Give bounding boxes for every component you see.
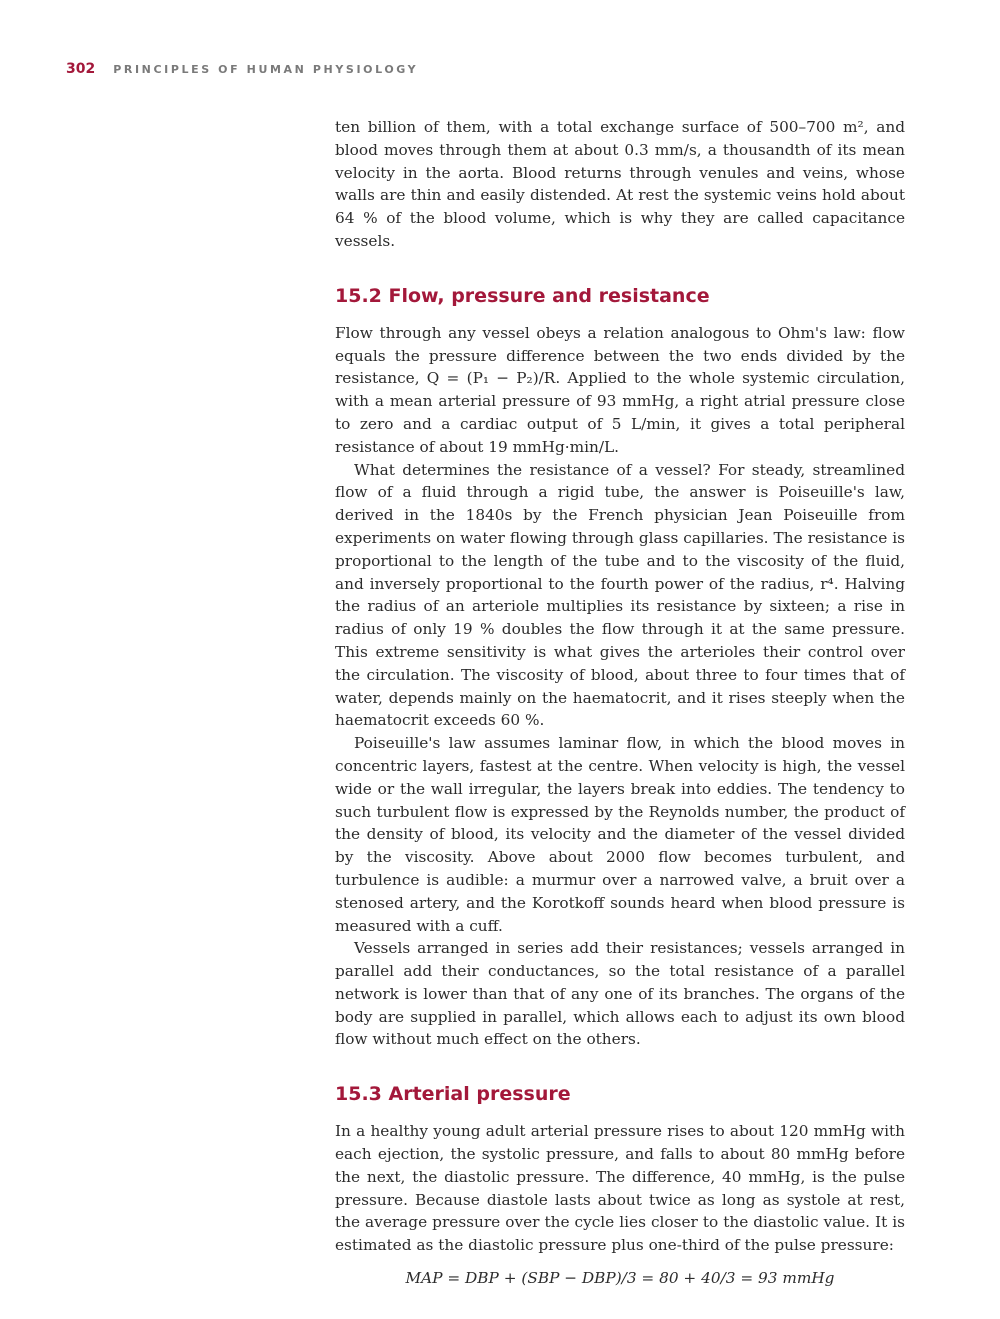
section-heading-flow: 15.2 Flow, pressure and resistance: [335, 284, 710, 307]
intro-paragraph: ten billion of them, with a total exchange surface of 500–700 m², and blood moves through them at about 0.3 mm/s, a thousandth of its mean velocity in the aorta. Blood returns through venules and veins, whose walls are thin and easily distended. At rest the systemic veins hold about 64 % of the blood volume, which is why they are called capacitance vessels.: [335, 118, 905, 250]
arterial-paragraph-1: In a healthy young adult arterial pressure rises to about 120 mmHg with each ejection, the systolic pressure, and falls to about 80 mmHg before the next, the diastolic pressure. The difference, 40 mmHg, is the pulse pressure. Because diastole lasts about twice as long as systole at rest, the average pressure over the cycle lies closer to the diastolic value. It is estimated as the diastolic pressure plus one-third of the pulse pressure:: [335, 1122, 905, 1255]
running-title: PRINCIPLES OF HUMAN PHYSIOLOGY: [113, 63, 419, 76]
flow-paragraph-3: Poiseuille's law assumes laminar flow, in which the blood moves in concentric layers, fastest at the centre. When velocity is high, the vessel wide or the wall irregular, the layers break into eddies. The tendency to such turbulent flow is expressed by the Reynolds number, the product of the density of blood, its velocity and the diameter of the vessel divided by the viscosity. Above about 2000 flow becomes turbulent, and turbulence is audible: a murmur over a narrowed valve, a bruit over a stenosed artery, and the Korotkoff sounds heard when blood pressure is measured with a cuff.: [335, 734, 905, 935]
flow-paragraph-1: Flow through any vessel obeys a relation analogous to Ohm's law: flow equals the pressure difference between the two ends divided by the resistance, Q = (P₁ − P₂)/R. Applied to the whole systemic circulation, with a mean arterial pressure of 93 mmHg, a right atrial pressure close to zero and a cardiac output of 5 L/min, it gives a total peripheral resistance of about 19 mmHg·min/L.: [335, 323, 905, 456]
body-column: [335, 116, 905, 1289]
flow-paragraph-4: Vessels arranged in series add their resistances; vessels arranged in parallel add their conductances, so the total resistance of a parallel network is lower than that of any one of its branches. The organs of the body are supplied in parallel, which allows each to adjust its own blood flow without much effect on the others.: [335, 939, 905, 1049]
map-equation: MAP = DBP + (SBP − DBP)/3 = 80 + 40/3 = 93 mmHg: [405, 1269, 835, 1288]
flow-paragraph-2: What determines the resistance of a vessel? For steady, streamlined flow of a fluid through a rigid tube, the answer is Poiseuille's law, derived in the 1840s by the French physician Jean Poiseuille from experiments on water flowing through glass capillaries. The resistance is proportional to the length of the tube and to the viscosity of the fluid, and inversely proportional to the fourth power of the radius, r⁴. Halving the radius of an arteriole multiplies its resistance by sixteen; a rise in radius of only 19 % doubles the flow through it at the same pressure. This extreme sensitivity is what gives the arterioles their control over the circulation. The viscosity of blood, about three to four times that of water, depends mainly on the haematocrit, and it rises steeply when the haematocrit exceeds 60 %.: [335, 460, 905, 730]
running-head: [66, 61, 418, 79]
page-number: 302: [66, 61, 96, 77]
section-heading-arterial: 15.3 Arterial pressure: [335, 1083, 571, 1106]
